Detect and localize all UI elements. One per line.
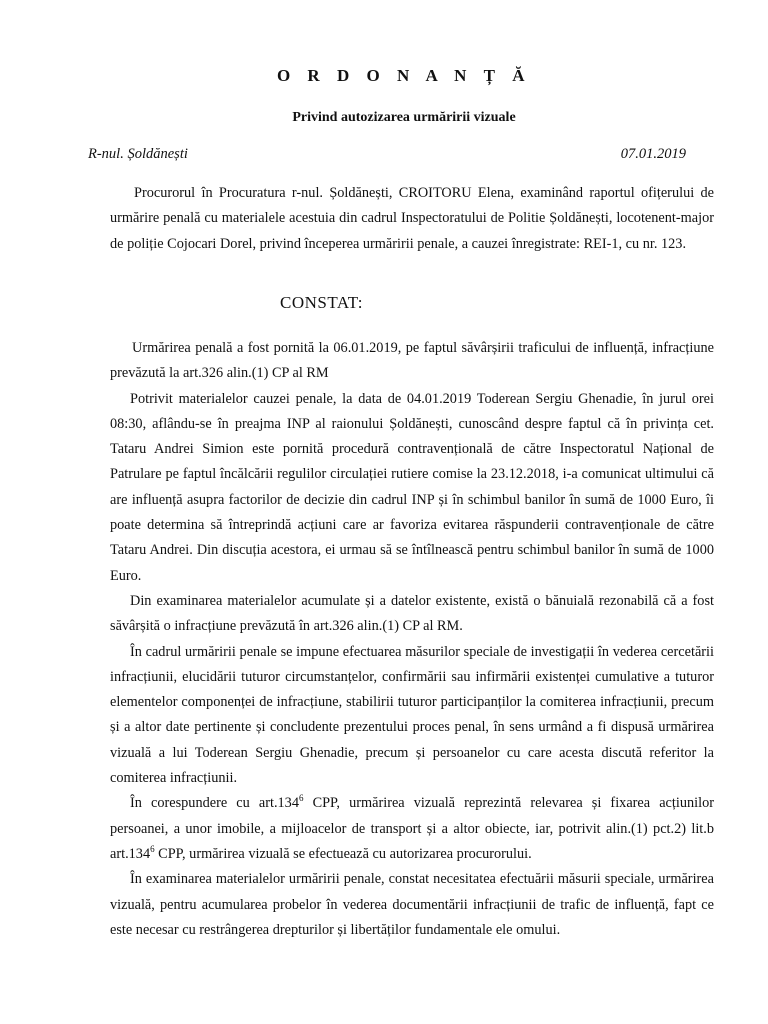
document-title: O R D O N A N Ț Ă	[276, 66, 532, 85]
p5-text-c: CPP, urmărirea vizuală se efectuează cu autorizarea procurorului.	[154, 845, 532, 862]
paragraph: În cadrul urmăririi penale se impune efectuarea măsurilor speciale de investigații în vederea cercetării infracțiunii, elucidării tuturor circumstanțelor, confirmării sau infirmării existenței cumulative a tuturor elementelor componenței de infracțiune, stabilirii tuturor participanților la comiterea infracțiunii, precum și a altor date pertinente și concludente prezentului proces penal, în sens urmând a fi dispusă urmărirea vizuală a lui Toderean Sergiu Ghenadie, precum și persoanelor cu care acesta discută referitor la comiterea infracțiunii.	[110, 643, 714, 787]
intro-paragraph	[110, 181, 714, 257]
superscript: 6	[298, 793, 304, 804]
place-date-line	[88, 146, 688, 163]
paragraph-article-134	[110, 791, 714, 867]
document-subtitle: Privind autozizarea urmăririi vizuale	[292, 110, 516, 125]
intro-text: Procurorul în Procuratura r-nul. Șoldănești, CROITORU Elena, examinând raportul ofițerului de urmărire penală cu materialele acestuia din cadrul Inspectoratului de Politie Șoldănești, locotenent-major de poliție Cojocari Dorel, privind începerea urmăririi penale, a cauzei înregistrate: REI-1, cu nr. 123.	[110, 185, 714, 252]
p5-text-b: CPP, urmărirea vizuală reprezintă relevarea și fixarea acțiunilor persoanei, a unor imobile, a mijloacelor de transport și a altor obiecte, iar, potrivit alin.(1) pct.2) lit.b art.134	[110, 795, 714, 862]
date-label: 07.01.2019	[620, 146, 686, 162]
paragraph: Potrivit materialelor cauzei penale, la data de 04.01.2019 Toderean Sergiu Ghenadie, în jurul orei 08:30, aflându-se în preajma INP al raionului Șoldănești, cunoscând despre faptul că în privința cet. Tataru Andrei Simion este pornită procedură contravențională de către Inspectoratul Național de Patrulare pe faptul încălcării regulilor circulației rutiere comise la 23.12.2018, i-a comunicat ultimului că are influență asupra factorilor de decizie din cadrul INP și în schimbul banilor în sumă de 1000 Euro, îi poate determina să întreprindă acțiuni care ar favoriza evitarea răspunderii contravenționale de către Tataru Andrei. Din discuția acestora, ei urmau să se întîlnească pentru schimbul banilor în sumă de 1000 Euro.	[110, 390, 714, 584]
p5-text-a: În corespundere cu art.134	[130, 795, 299, 812]
paragraph: Din examinarea materialelor acumulate și a datelor existente, există o bănuială rezonabilă că a fost săvârșită o infracțiune prevăzută în art.326 alin.(1) CP al RM.	[110, 592, 714, 635]
paragraph: Urmărirea penală a fost pornită la 06.01.2019, pe faptul săvârșirii traficului de influență, infracțiune prevăzută la art.326 alin.(1) CP al RM	[110, 340, 714, 382]
superscript: 6	[150, 844, 155, 855]
constat-heading: CONSTAT:	[280, 293, 364, 312]
place-label: R-nul. Șoldănești	[88, 146, 188, 162]
paragraph: În examinarea materialelor urmăririi penale, constat necesitatea efectuării măsurii speciale, urmărirea vizuală, pentru acumularea probelor în vederea documentării infracțiunii de trafic de influență, fapt ce este necesar cu restrângerea drepturilor și libertăților fundamentale ele omului.	[110, 871, 714, 938]
body-text	[110, 336, 714, 943]
